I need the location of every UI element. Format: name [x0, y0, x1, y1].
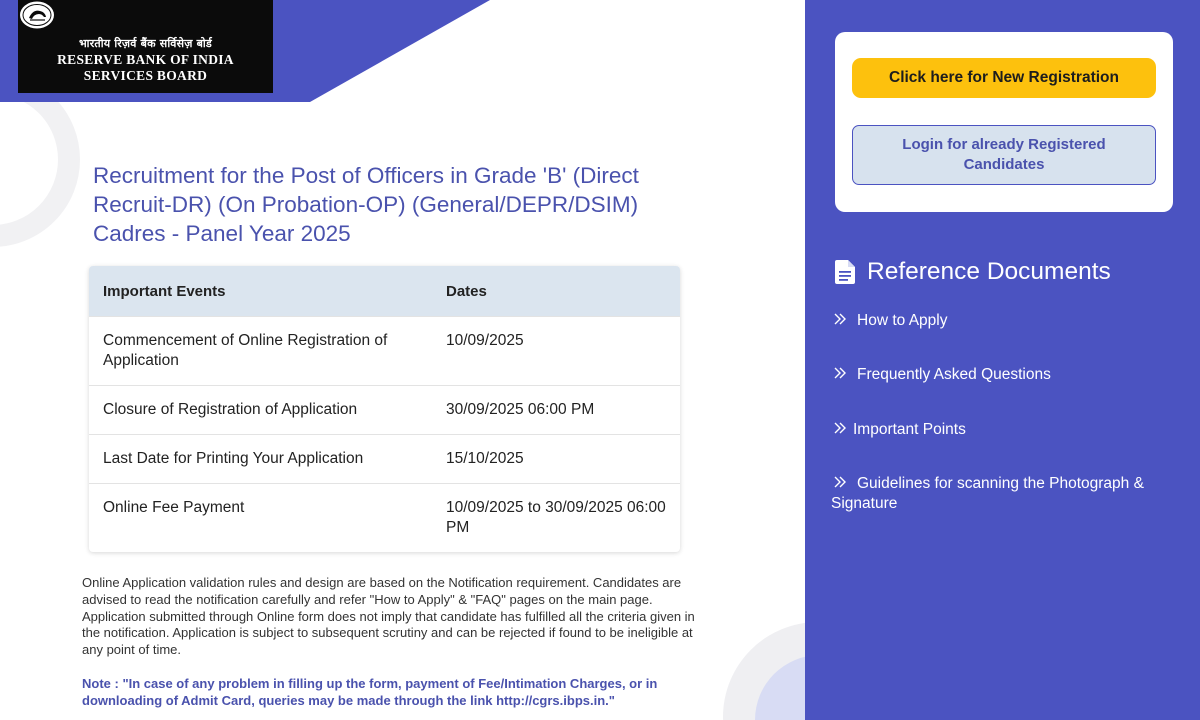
event-cell: Closure of Registration of Application — [89, 385, 432, 434]
table-row — [89, 434, 680, 483]
reference-link-label: How to Apply — [857, 312, 948, 329]
reference-documents-title: Reference Documents — [867, 258, 1111, 285]
table-row — [89, 385, 680, 434]
reference-link-important-points[interactable] — [833, 420, 1183, 440]
logo-english-line2: SERVICES BOARD — [83, 68, 208, 83]
date-cell: 30/09/2025 06:00 PM — [432, 385, 680, 434]
event-cell: Last Date for Printing Your Application — [89, 434, 432, 483]
reference-documents-heading — [835, 256, 1111, 288]
page-title: Recruitment for the Post of Officers in Grade 'B' (Direct Recruit-DR) (On Probation-OP) (General/DEPR/DSIM) Cadres - Panel Year 2025 — [93, 163, 639, 246]
validation-notice: Online Application validation rules and design are based on the Notification requirement. Candidates are advised to read the notification carefully and refer "How to Apply" & "FAQ" pages on the main page. Application submitted through Online form does not imply that candidate has fulfilled all the criteria given in the notification. Application is subject to subsequent scrutiny and can be rejected if found to be ineligible at any point of time. — [82, 575, 695, 658]
new-registration-button[interactable]: Click here for New Registration — [852, 58, 1156, 98]
logo-english-line1: RESERVE BANK OF INDIA — [57, 52, 234, 67]
reference-link-how-to-apply[interactable] — [833, 311, 1183, 331]
logo-hindi-text: भारतीय रिज़र्व बैंक सर्विसेज़ बोर्ड — [78, 37, 213, 50]
table-row — [89, 316, 680, 385]
double-chevron-right-icon — [833, 476, 847, 488]
rbi-emblem-icon — [18, 0, 56, 30]
login-button[interactable]: Login for already Registered Candidates — [852, 125, 1156, 185]
reference-link-label: Guidelines for scanning the Photograph & Signature — [831, 475, 1144, 512]
event-cell: Commencement of Online Registration of Application — [89, 316, 432, 385]
date-cell: 10/09/2025 to 30/09/2025 06:00 PM — [432, 483, 680, 552]
double-chevron-right-icon — [833, 367, 847, 379]
right-panel — [805, 0, 1200, 720]
reference-link-scanning-guidelines[interactable] — [831, 474, 1181, 514]
registration-card — [835, 32, 1173, 212]
reference-link-label: Important Points — [853, 421, 966, 438]
table-row — [89, 483, 680, 552]
support-note: Note : "In case of any problem in filling up the form, payment of Fee/Intimation Charges, or in downloading of Admit Card, queries may be made through the link http://cgrs.ibps.in." — [82, 676, 658, 708]
dates-column-header: Dates — [432, 266, 680, 316]
reference-link-label: Frequently Asked Questions — [857, 366, 1051, 383]
date-cell: 15/10/2025 — [432, 434, 680, 483]
event-cell: Online Fee Payment — [89, 483, 432, 552]
reference-link-faq[interactable] — [833, 365, 1183, 385]
double-chevron-right-icon — [833, 422, 847, 434]
table-header-row — [89, 266, 680, 316]
double-chevron-right-icon — [833, 313, 847, 325]
events-column-header: Important Events — [89, 266, 432, 316]
header-banner — [0, 0, 805, 102]
date-cell: 10/09/2025 — [432, 316, 680, 385]
document-icon — [835, 260, 855, 284]
important-events-table — [89, 266, 680, 552]
rbi-logo — [18, 0, 273, 93]
